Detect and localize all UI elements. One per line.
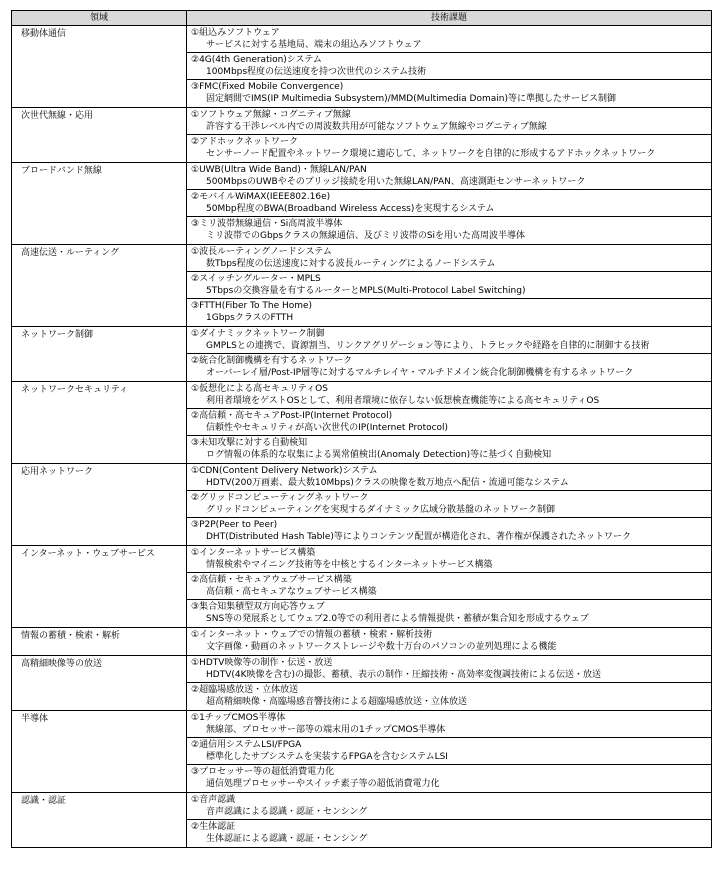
table-row — [12, 656, 712, 711]
domain-cell: 次世代無線・応用 — [12, 108, 187, 163]
topic-description: 標準化したサブシステムを実装するFPGAを含むシステムLSI — [206, 752, 448, 762]
topic-item — [187, 546, 711, 573]
domain-cell: ブロードバンド無線 — [12, 163, 187, 245]
topics-cell — [187, 163, 712, 245]
domain-cell: 情報の蓄積・検索・解析 — [12, 628, 187, 656]
topic-title: ③未知攻撃に対する自動検知 — [191, 438, 308, 448]
topics-cell — [187, 546, 712, 628]
topic-description: DHT(Distributed Hash Table)等によりコンテンツ配置が構造化され、著作権が保護されたネットワーク — [206, 532, 632, 542]
topic-title: ①CDN(Content Delivery Network)システム — [191, 466, 378, 476]
topic-title: ①仮想化による高セキュリティOS — [191, 384, 328, 394]
topic-title: ②通信用システムLSI/FPGA — [191, 740, 302, 750]
topic-item — [187, 436, 711, 463]
topic-description: ミリ波帯でのGbpsクラスの無線通信、及びミリ波帯のSiを用いた高周波半導体 — [206, 231, 526, 241]
domain-cell: 高精細映像等の放送 — [12, 656, 187, 711]
topic-description: 生体認証による認識・認証・センシング — [206, 834, 368, 844]
topic-item — [187, 409, 711, 436]
topic-description: 500MbpsのUWBやそのブリッジ接続を用いた無線LAN/PAN、高速測距センサーネットワーク — [206, 177, 586, 187]
topic-item — [187, 820, 711, 847]
topics-cell — [187, 656, 712, 711]
topic-description: ログ情報の体系的な収集による異常値検出(Anomaly Detection)等に基づく自動検知 — [206, 450, 552, 460]
topic-title: ①波長ルーティングノードシステム — [191, 247, 332, 257]
topic-title: ①1チップCMOS半導体 — [191, 713, 286, 723]
topic-item — [187, 53, 711, 80]
topic-description: HDTV(4K映像を含む)の撮影、蓄積、表示の制作・圧縮技術・高効率変復調技術による伝送・放送 — [206, 670, 602, 680]
domain-cell: インターネット・ウェブサービス — [12, 546, 187, 628]
topic-title: ②モバイルWiMAX(IEEE802.16e) — [191, 192, 331, 202]
domain-cell: 応用ネットワーク — [12, 464, 187, 546]
topic-title: ②4G(4th Generation)システム — [191, 55, 322, 65]
topic-item — [187, 628, 711, 655]
topic-title: ③P2P(Peer to Peer) — [191, 520, 278, 530]
topics-cell — [187, 628, 712, 656]
topic-description: GMPLSとの連携で、資源割当、リンクアグリゲーション等により、トラヒックや経路を自律的に制御する技術 — [206, 341, 650, 351]
topic-item — [187, 793, 711, 820]
topics-cell — [187, 26, 712, 108]
topics-cell — [187, 108, 712, 163]
header-topic: 技術課題 — [187, 11, 712, 26]
topic-description: 文字画像・動画のネットワークストレージや数十万台のパソコンの並列処理による機能 — [206, 642, 557, 652]
domain-cell: 半導体 — [12, 711, 187, 793]
topic-title: ②スイッチングルーター・MPLS — [191, 274, 321, 284]
topic-item — [187, 327, 711, 354]
topic-item — [187, 163, 711, 190]
table-row — [12, 711, 712, 793]
topic-item — [187, 299, 711, 326]
table-row — [12, 26, 712, 108]
topic-item — [187, 135, 711, 162]
topic-item — [187, 464, 711, 491]
topic-description: 1GbpsクラスのFTTH — [206, 313, 294, 323]
topic-description: グリッドコンピューティングを実現するダイナミック広域分散基盤のネットワーク制御 — [206, 505, 556, 515]
topic-item — [187, 711, 711, 738]
topic-description: 利用者環境をゲストOSとして、利用者環境に依存しない仮想検査機能等による高セキュリティOS — [206, 396, 600, 406]
table-header-row — [12, 11, 712, 26]
topic-title: ③集合知集積型双方向応答ウェブ — [191, 602, 325, 612]
topic-description: 音声認識による認識・認証・センシング — [206, 807, 368, 817]
table-row — [12, 628, 712, 656]
topic-item — [187, 518, 711, 545]
domain-cell: ネットワーク制御 — [12, 327, 187, 382]
topic-description: 数Tbps程度の伝送速度に対する波長ルーティングによるノードシステム — [206, 259, 496, 269]
topic-item — [187, 656, 711, 683]
topic-description: 情報検索やマイニング技術等を中核とするインターネットサービス構築 — [206, 560, 493, 570]
topic-item — [187, 108, 711, 135]
topic-item — [187, 190, 711, 217]
topic-item — [187, 600, 711, 627]
topic-title: ①ダイナミックネットワーク制御 — [191, 329, 325, 339]
table-row — [12, 793, 712, 848]
table-row — [12, 108, 712, 163]
topic-description: オーバーレイ層/Post-IP層等に対するマルチレイヤ・マルチドメイン統合化制御機構を有するネットワーク — [206, 368, 634, 378]
topic-item — [187, 245, 711, 272]
topic-item — [187, 272, 711, 299]
topic-title: ③FTTH(Fiber To The Home) — [191, 301, 313, 311]
topic-description: 100Mbps程度の伝送速度を持つ次世代のシステム技術 — [206, 67, 427, 77]
topic-item — [187, 382, 711, 409]
topic-title: ①組込みソフトウェア — [191, 28, 280, 38]
topic-title: ③FMC(Fixed Mobile Convergence) — [191, 82, 344, 92]
topic-title: ②超臨場感放送・立体放送 — [191, 685, 299, 695]
topics-cell — [187, 245, 712, 327]
topic-description: 高信頼・高セキュアなウェブサービス構築 — [206, 587, 377, 597]
table-row — [12, 327, 712, 382]
topic-item — [187, 217, 711, 244]
topic-item — [187, 738, 711, 765]
domain-cell: 高速伝送・ルーティング — [12, 245, 187, 327]
topic-title: ②グリッドコンピューティングネットワーク — [191, 493, 369, 503]
table-row — [12, 245, 712, 327]
tech-issues-document — [11, 10, 711, 848]
topic-title: ①インターネットサービス構築 — [191, 548, 316, 558]
topic-title: ②生体認証 — [191, 822, 236, 832]
topic-title: ③プロセッサー等の超低消費電力化 — [191, 767, 335, 777]
topic-description: 許容する干渉レベル内での周波数共用が可能なソフトウェア無線やコグニティブ無線 — [206, 122, 547, 132]
topic-title: ②統合化制御機構を有するネットワーク — [191, 356, 353, 366]
topics-cell — [187, 464, 712, 546]
header-domain: 領域 — [12, 11, 187, 26]
topic-title: ③ミリ波帯無線通信・Si高周波半導体 — [191, 219, 343, 229]
topic-item — [187, 573, 711, 600]
topic-title: ①ソフトウェア無線・コグニティブ無線 — [191, 110, 351, 120]
topics-cell — [187, 327, 712, 382]
topic-title: ①インターネット・ウェブでの情報の蓄積・検索・解析技術 — [191, 630, 433, 640]
domain-cell: ネットワークセキュリティ — [12, 382, 187, 464]
topic-description: サービスに対する基地局、端末の組込みソフトウェア — [206, 40, 422, 50]
topic-title: ①HDTV映像等の制作・伝送・放送 — [191, 658, 333, 668]
topic-description: 5Tbpsの交換容量を有するルーターとMPLS(Multi-Protocol Label Switching) — [206, 286, 526, 296]
domain-cell: 移動体通信 — [12, 26, 187, 108]
topic-description: 50Mbp程度のBWA(Broadband Wireless Access)を実現するシステム — [206, 204, 495, 214]
topics-cell — [187, 793, 712, 848]
table-row — [12, 163, 712, 245]
topics-cell — [187, 382, 712, 464]
topic-item — [187, 26, 711, 53]
topic-description: 無線部、プロセッサー部等の端末用の1チップCMOS半導体 — [206, 725, 446, 735]
domain-cell: 認識・認証 — [12, 793, 187, 848]
tech-issues-table — [11, 10, 712, 848]
topic-description: センサーノード配置やネットワーク環境に適応して、ネットワークを自律的に形成するアドホックネットワーク — [206, 149, 656, 159]
topic-description: HDTV(200万画素、最大数10Mbps)クラスの映像を数万地点へ配信・流通可能なシステム — [206, 478, 569, 488]
table-row — [12, 382, 712, 464]
topic-description: SNS等の発展系としてウェブ2.0等での利用者による情報提供・蓄積が集合知を形成するウェブ — [206, 614, 589, 624]
topic-title: ②アドホックネットワーク — [191, 137, 298, 147]
topic-item — [187, 491, 711, 518]
topic-description: 固定網間でIMS(IP Multimedia Subsystem)/MMD(Multimedia Domain)等に準拠したサービス制御 — [206, 94, 616, 104]
topic-title: ②高信頼・高セキュアPost-IP(Internet Protocol) — [191, 411, 393, 421]
table-row — [12, 464, 712, 546]
topic-title: ①音声認識 — [191, 795, 236, 805]
topics-cell — [187, 711, 712, 793]
topic-title: ②高信頼・セキュアウェブサービス構築 — [191, 575, 352, 585]
topic-description: 超高精細映像・高臨場感音響技術による超臨場感放送・立体放送 — [206, 697, 468, 707]
table-row — [12, 546, 712, 628]
topic-description: 通信処理プロセッサーやスイッチ素子等の超低消費電力化 — [206, 779, 440, 789]
topic-item — [187, 683, 711, 710]
table-body — [12, 26, 712, 848]
topic-item — [187, 354, 711, 381]
topic-title: ①UWB(Ultra Wide Band)・無線LAN/PAN — [191, 165, 367, 175]
topic-item — [187, 80, 711, 107]
topic-item — [187, 765, 711, 792]
topic-description: 信頼性やセキュリティが高い次世代のIP(Internet Protocol) — [206, 423, 449, 433]
